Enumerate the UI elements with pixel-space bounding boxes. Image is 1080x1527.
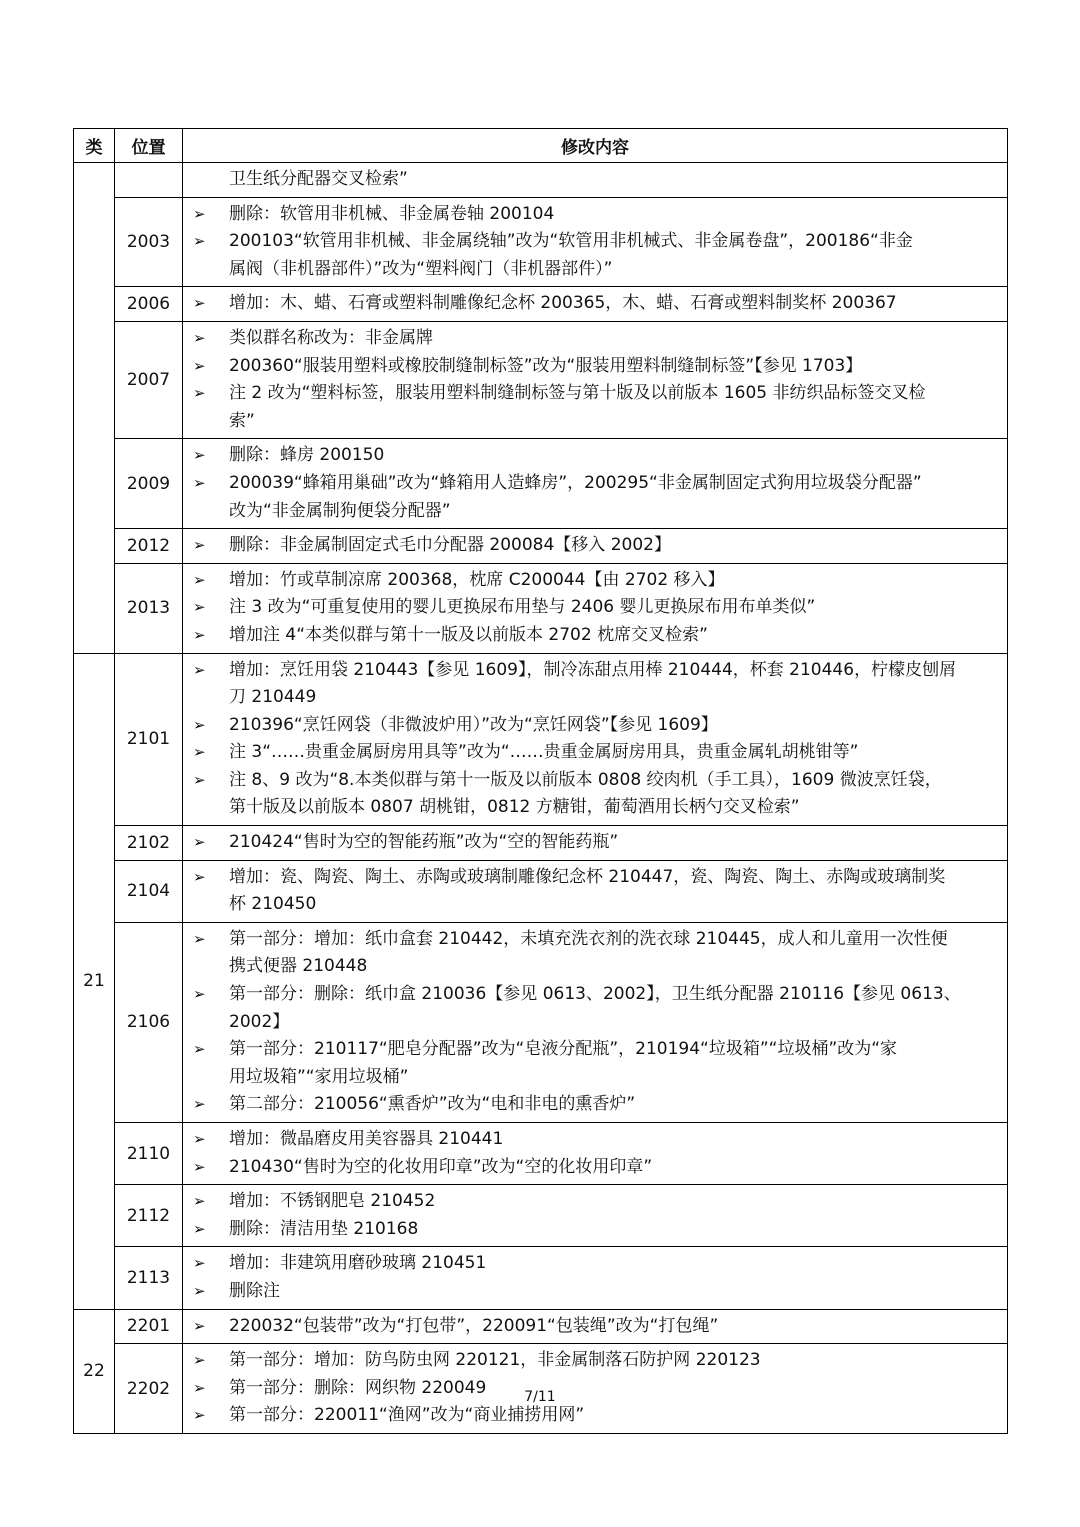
content-line: ➢ 删除：蜂房 200150 (193, 442, 999, 470)
header-class: 类 (74, 129, 115, 163)
content-line: ➢ 增加：不锈钢肥皂 210452 (193, 1188, 999, 1216)
table-body (74, 163, 1008, 1434)
content-cell (183, 529, 1008, 564)
content-line: 改为“非金属制狗便袋分配器” (229, 500, 451, 521)
content-line: ➢ 增加：木、蜡、石膏或塑料制雕像纪念杯 200365，木、蜡、石膏或塑料制奖杯 200367 (193, 290, 999, 318)
table-row (74, 653, 1008, 826)
content-line: ➢ 第一部分：删除：网织物 220049 (193, 1375, 999, 1403)
content-line: ➢ 增加：竹或草制凉席 200368，枕席 C200044【由 2702 移入】 (193, 567, 999, 595)
content-line: ➢ 210430“售时为空的化妆用印章”改为“空的化妆用印章” (193, 1154, 999, 1182)
content-line: ➢ 200103“软管用非机械、非金属绕轴”改为“软管用非机械式、非金属卷盘”，200186“非金 (193, 228, 999, 256)
content-cell (183, 860, 1008, 922)
content-line: ➢ 第二部分：210056“熏香炉”改为“电和非电的熏香炉” (193, 1091, 999, 1119)
table-row (74, 860, 1008, 922)
table-row (74, 287, 1008, 322)
table-row (74, 563, 1008, 653)
position-cell: 2201 (115, 1309, 183, 1344)
content-cell (183, 287, 1008, 322)
position-cell: 2007 (115, 321, 183, 438)
content-line: ➢ 类似群名称改为：非金属牌 (193, 325, 999, 353)
table-row (74, 321, 1008, 438)
amendment-table (73, 128, 1008, 1434)
position-cell: 2202 (115, 1344, 183, 1434)
class-number-cell: 21 (74, 653, 115, 1309)
class-number-cell (74, 163, 115, 654)
content-line: 卫生纸分配器交叉检索” (229, 169, 408, 189)
content-line: ➢ 删除注 (193, 1278, 999, 1306)
table-row (74, 163, 1008, 198)
content-cell (183, 163, 1008, 198)
content-line: 属阀（非机器部件）”改为“塑料阀门（非机器部件）” (229, 258, 613, 279)
table-row (74, 1123, 1008, 1185)
content-cell (183, 563, 1008, 653)
content-line: ➢ 删除：软管用非机械、非金属卷轴 200104 (193, 201, 999, 229)
table-row (74, 1309, 1008, 1344)
position-cell: 2012 (115, 529, 183, 564)
content-line: ➢ 删除：清洁用垫 210168 (193, 1216, 999, 1244)
content-line: ➢ 第一部分：增加：防鸟防虫网 220121，非金属制落石防护网 220123 (193, 1347, 999, 1375)
content-line: ➢ 第一部分：删除：纸巾盒 210036【参见 0613、2002】，卫生纸分配器 210116【参见 0613、 (193, 981, 999, 1009)
content-line: ➢ 200039“蜂箱用巢础”改为“蜂箱用人造蜂房”，200295“非金属制固定式狗用垃圾袋分配器” (193, 470, 999, 498)
table-row (74, 529, 1008, 564)
content-line: ➢ 删除：非金属制固定式毛巾分配器 200084【移入 2002】 (193, 532, 999, 560)
content-cell (183, 826, 1008, 861)
table-header-row (74, 129, 1008, 163)
content-cell (183, 439, 1008, 529)
content-cell (183, 1247, 1008, 1309)
content-line: ➢ 增加：非建筑用磨砂玻璃 210451 (193, 1250, 999, 1278)
content-line: ➢ 第一部分：220011“渔网”改为“商业捕捞用网” (193, 1402, 999, 1430)
position-cell: 2003 (115, 197, 183, 287)
content-line: ➢ 200360“服装用塑料或橡胶制缝制标签”改为“服装用塑料制缝制标签”【参见 1703】 (193, 353, 999, 381)
position-cell: 2112 (115, 1185, 183, 1247)
content-line: ➢ 第一部分：增加：纸巾盒套 210442，未填充洗衣剂的洗衣球 210445，成人和儿童用一次性便 (193, 926, 999, 954)
content-line: ➢ 注 2 改为“塑料标签，服装用塑料制缝制标签与第十版及以前版本 1605 非纺织品标签交叉检 (193, 380, 999, 408)
content-cell (183, 1123, 1008, 1185)
table-row (74, 826, 1008, 861)
table-row (74, 1247, 1008, 1309)
content-line: 刀 210449 (229, 687, 317, 708)
content-line: ➢ 第一部分：210117“肥皂分配器”改为“皂液分配瓶”，210194“垃圾箱”“垃圾桶”改为“家 (193, 1036, 999, 1064)
content-cell (183, 197, 1008, 287)
content-cell (183, 1309, 1008, 1344)
content-line: ➢ 增加：微晶磨皮用美容器具 210441 (193, 1126, 999, 1154)
page-number: 7/11 (524, 1389, 556, 1405)
content-cell (183, 922, 1008, 1122)
table-row (74, 1185, 1008, 1247)
position-cell (115, 163, 183, 198)
position-cell: 2101 (115, 653, 183, 826)
content-line: 第十版及以前版本 0807 胡桃钳，0812 方糖钳，葡萄酒用长柄勺交叉检索” (229, 797, 800, 818)
class-number-cell: 22 (74, 1309, 115, 1433)
content-cell (183, 653, 1008, 826)
content-line: ➢ 210424“售时为空的智能药瓶”改为“空的智能药瓶” (193, 829, 999, 857)
position-cell: 2006 (115, 287, 183, 322)
content-line: ➢ 增加注 4“本类似群与第十一版及以前版本 2702 枕席交叉检索” (193, 622, 999, 650)
position-cell: 2013 (115, 563, 183, 653)
content-line: ➢ 增加：烹饪用袋 210443【参见 1609】，制冷冻甜点用棒 210444，杯套 210446，柠檬皮刨屑 (193, 657, 999, 685)
table-row (74, 439, 1008, 529)
position-cell: 2009 (115, 439, 183, 529)
content-cell (183, 321, 1008, 438)
content-line: ➢ 220032“包装带”改为“打包带”，220091“包装绳”改为“打包绳” (193, 1313, 999, 1341)
position-cell: 2104 (115, 860, 183, 922)
content-line: ➢ 注 8、9 改为“8.本类似群与第十一版及以前版本 0808 绞肉机（手工具），1609 微波烹饪袋， (193, 767, 999, 795)
content-line: ➢ 210396“烹饪网袋（非微波炉用）”改为“烹饪网袋”【参见 1609】 (193, 712, 999, 740)
table-row (74, 197, 1008, 287)
content-line: 索” (229, 410, 255, 431)
header-content: 修改内容 (183, 129, 1008, 163)
header-position: 位置 (115, 129, 183, 163)
content-line: 2002】 (229, 1011, 290, 1032)
content-cell (183, 1185, 1008, 1247)
position-cell: 2110 (115, 1123, 183, 1185)
content-line: ➢ 注 3“……贵重金属厨房用具等”改为“……贵重金属厨房用具，贵重金属轧胡桃钳等” (193, 739, 999, 767)
content-line: ➢ 注 3 改为“可重复使用的婴儿更换尿布用垫与 2406 婴儿更换尿布用布单类似” (193, 594, 999, 622)
content-line: 用垃圾箱”“家用垃圾桶” (229, 1066, 409, 1087)
position-cell: 2106 (115, 922, 183, 1122)
content-line: 杯 210450 (229, 894, 317, 915)
table-row (74, 922, 1008, 1122)
content-line: ➢ 增加：瓷、陶瓷、陶土、赤陶或玻璃制雕像纪念杯 210447，瓷、陶瓷、陶土、赤陶或玻璃制奖 (193, 864, 999, 892)
position-cell: 2102 (115, 826, 183, 861)
position-cell: 2113 (115, 1247, 183, 1309)
content-line: 携式便器 210448 (229, 956, 368, 977)
